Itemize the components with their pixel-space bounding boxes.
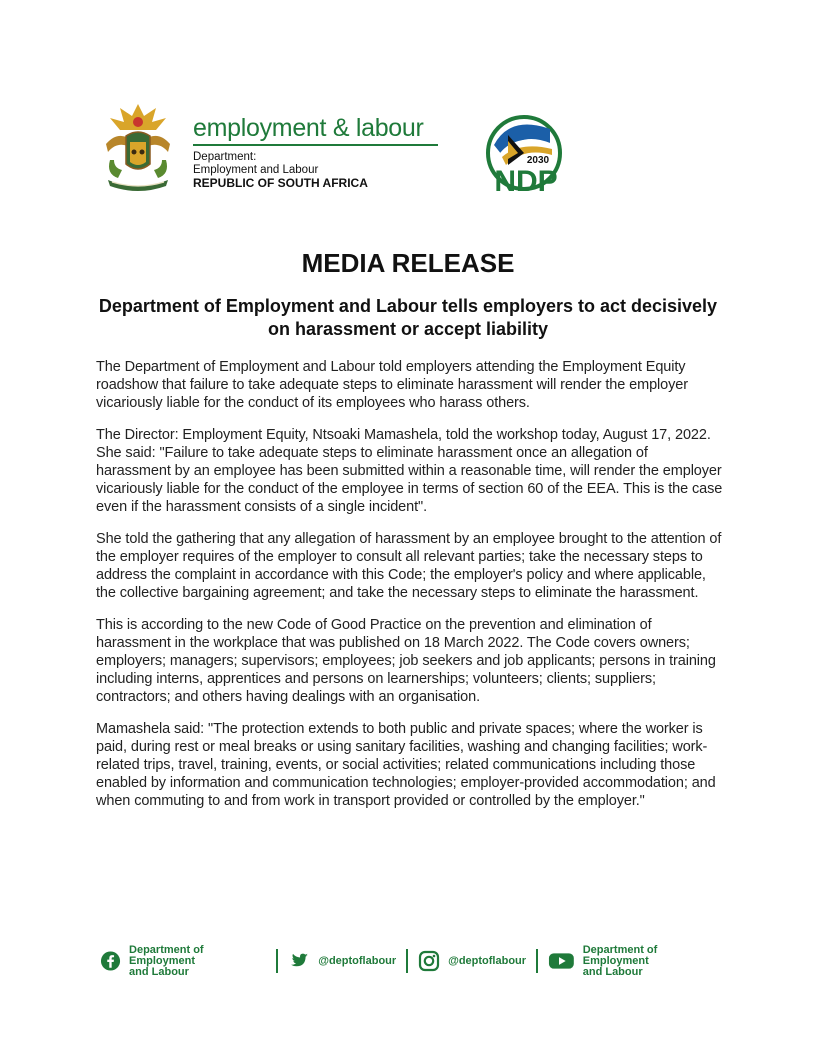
coat-of-arms-logo xyxy=(98,100,178,192)
footer-divider xyxy=(536,949,538,973)
body-paragraph: She told the gathering that any allegation of harassment by an employee brought to the attention of the employer requires of the employer to consult all relevant parties; take the necessary steps to address the complaint in accordance with this Code; the employer's policy and where applicable, the collective bargaining agreement; and take the necessary steps to eliminate the harassment. xyxy=(96,531,722,601)
instagram-icon xyxy=(418,950,440,972)
body-paragraph: The Director: Employment Equity, Ntsoaki Mamashela, told the workshop today, August 17, 2022. She said: "Failure to take adequate steps to eliminate harassment once an allegation of harassment by an employee has been submitted within a reasonable time, will render the employer vicariously liable for the conduct of the employee in terms of section 60 of the EEA. This is the case even if the harassment consists of a single incident". xyxy=(96,427,723,515)
youtube-channel-line2: and Labour xyxy=(582,965,643,978)
country-name: REPUBLIC OF SOUTH AFRICA xyxy=(193,176,368,190)
social-media-footer xyxy=(100,945,720,977)
department-identity xyxy=(193,114,443,190)
instagram-link[interactable] xyxy=(418,950,526,972)
youtube-icon xyxy=(548,950,575,972)
twitter-link[interactable] xyxy=(288,950,396,972)
body-paragraph: This is according to the new Code of Good Practice on the prevention and elimination of harassment in the workplace that was published on 18 March 2022. The Code covers owners; employers; managers; supervisors; employees; job seekers and job applicants; persons in training including interns, apprentices and persons on learnerships; volunteers; clients; suppliers; contractors; and others having dealings with an organisation. xyxy=(96,617,716,705)
letterhead xyxy=(0,0,816,230)
footer-divider xyxy=(276,949,278,973)
youtube-channel-line1: Department of Employment xyxy=(582,943,658,967)
facebook-icon xyxy=(100,950,121,972)
department-full-name: Employment and Labour xyxy=(193,164,319,176)
instagram-handle: @deptoflabour xyxy=(448,954,527,967)
youtube-link[interactable] xyxy=(548,945,720,978)
twitter-handle: @deptoflabour xyxy=(318,954,397,967)
department-wordmark: employment & labour xyxy=(193,114,424,142)
department-label: Department: xyxy=(193,151,257,163)
body-paragraph: The Department of Employment and Labour told employers attending the Employment Equity roadshow that failure to take adequate steps to eliminate harassment will render the employer vicariously liable for the conduct of its employees who harass others. xyxy=(96,359,688,411)
body-paragraph: Mamashela said: "The protection extends to both public and private spaces; where the worker is paid, during rest or meal breaks or using sanitary facilities, washing and changing facilities; work-related trips, travel, training, events, or social activities; related communications including those enabled by information and communication technologies; employer-provided accommodation; and when commuting to and from work in transport provided or controlled by the employer." xyxy=(96,721,716,809)
wordmark-divider xyxy=(193,144,438,146)
release-headline: Department of Employment and Labour tells employers to act decisively on harassment or accept liability xyxy=(98,296,718,339)
facebook-link[interactable] xyxy=(100,945,266,978)
ndp-year: 2030 xyxy=(526,155,550,166)
facebook-page-line1: Department of Employment xyxy=(129,943,204,967)
page-title: MEDIA RELEASE xyxy=(301,248,515,278)
footer-divider xyxy=(406,949,408,973)
twitter-icon xyxy=(288,950,310,972)
facebook-page-line2: and Labour xyxy=(129,965,189,978)
release-body xyxy=(96,358,724,824)
ndp-2030-logo xyxy=(480,115,568,197)
ndp-letters: NDP xyxy=(494,165,558,197)
